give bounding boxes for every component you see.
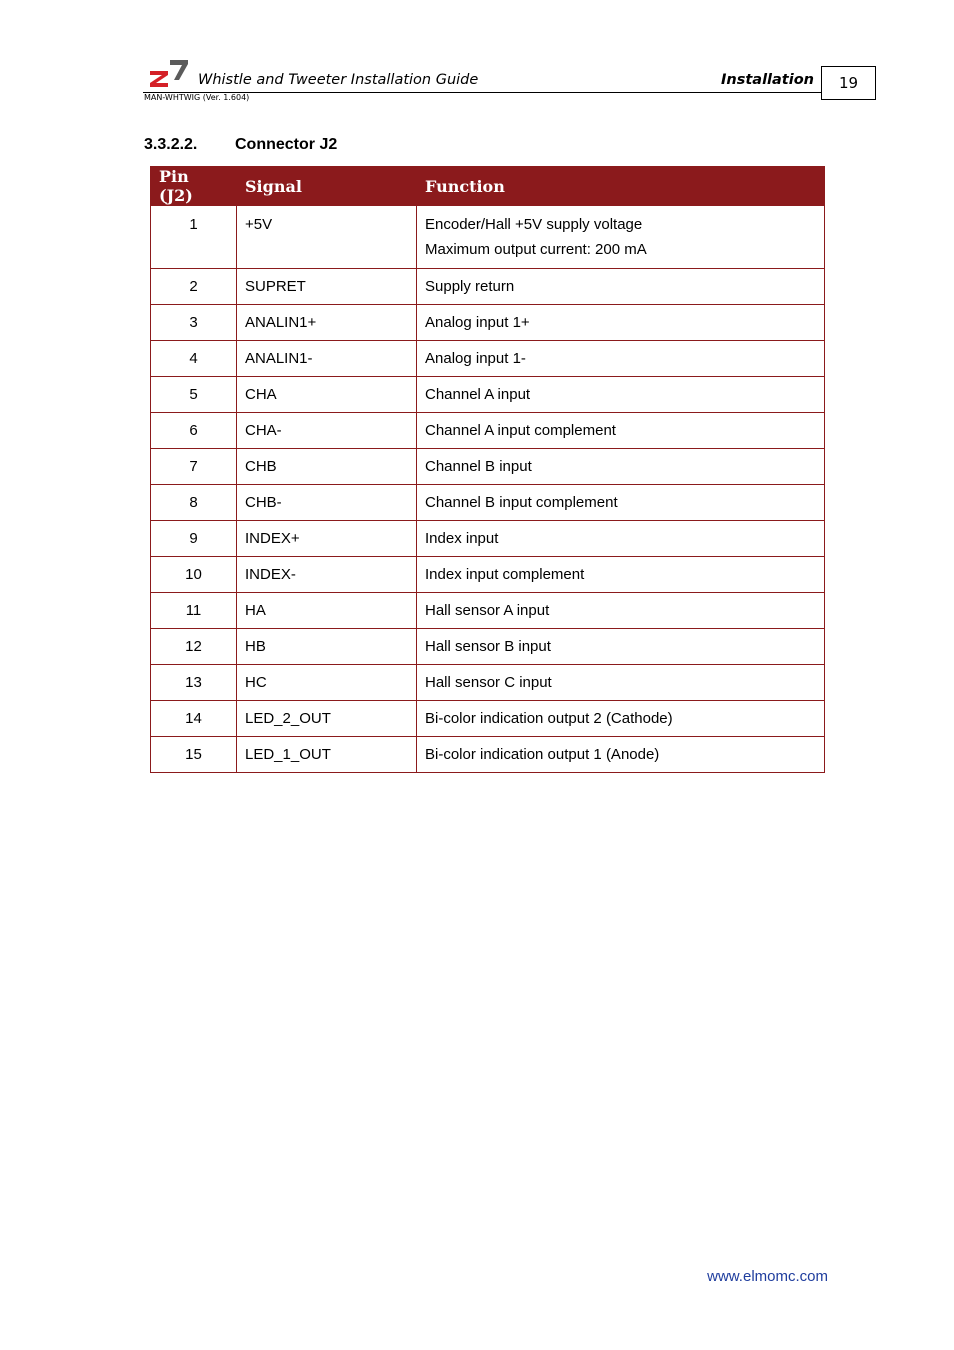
function-line: Encoder/Hall +5V supply voltage <box>425 216 643 233</box>
table-row <box>151 206 825 269</box>
table-row <box>151 593 825 629</box>
function-line: Hall sensor B input <box>425 638 551 655</box>
elmo-logo-icon <box>148 58 190 88</box>
footer-website-link[interactable]: www.elmomc.com <box>707 1268 828 1285</box>
function-line: Channel B input <box>425 458 532 475</box>
document-title: Whistle and Tweeter Installation Guide <box>198 72 479 88</box>
document-version: MAN-WHTWIG (Ver. 1.604) <box>144 93 250 102</box>
pin-cell: 7 <box>151 449 237 485</box>
pin-cell: 1 <box>151 206 237 269</box>
function-cell <box>417 485 825 521</box>
section-number: 3.3.2.2. <box>144 136 198 153</box>
signal-cell: CHA <box>237 377 417 413</box>
section-title: Connector J2 <box>235 136 338 153</box>
table-row <box>151 305 825 341</box>
function-line: Hall sensor A input <box>425 602 550 619</box>
column-header-function: Function <box>417 167 825 206</box>
function-line: Channel A input complement <box>425 422 616 439</box>
signal-cell: SUPRET <box>237 269 417 305</box>
table-row <box>151 449 825 485</box>
function-cell <box>417 341 825 377</box>
signal-cell: CHA- <box>237 413 417 449</box>
function-line: Hall sensor C input <box>425 674 552 691</box>
column-header-signal: Signal <box>237 167 417 206</box>
signal-cell: LED_1_OUT <box>237 737 417 773</box>
table-row <box>151 413 825 449</box>
function-line: Channel B input complement <box>425 494 618 511</box>
pin-cell: 15 <box>151 737 237 773</box>
signal-cell: HB <box>237 629 417 665</box>
page-number: 19 <box>821 66 876 100</box>
pin-cell: 4 <box>151 341 237 377</box>
function-cell <box>417 701 825 737</box>
pin-cell: 9 <box>151 521 237 557</box>
pin-cell: 10 <box>151 557 237 593</box>
section-heading <box>144 136 337 154</box>
function-cell <box>417 593 825 629</box>
table-body <box>151 206 825 773</box>
function-cell <box>417 206 825 269</box>
connector-j2-table <box>150 166 825 773</box>
table-row <box>151 269 825 305</box>
function-line: Bi-color indication output 1 (Anode) <box>425 746 660 763</box>
pin-cell: 12 <box>151 629 237 665</box>
table-row <box>151 701 825 737</box>
function-cell <box>417 377 825 413</box>
table-row <box>151 377 825 413</box>
signal-cell: +5V <box>237 206 417 269</box>
signal-cell: CHB <box>237 449 417 485</box>
function-line: Bi-color indication output 2 (Cathode) <box>425 710 673 727</box>
signal-cell: HA <box>237 593 417 629</box>
table-row <box>151 521 825 557</box>
signal-cell: INDEX+ <box>237 521 417 557</box>
function-cell <box>417 449 825 485</box>
function-line: Maximum output current: 200 mA <box>425 241 647 258</box>
pin-cell: 2 <box>151 269 237 305</box>
table-row <box>151 629 825 665</box>
pin-cell: 14 <box>151 701 237 737</box>
function-cell <box>417 413 825 449</box>
pin-cell: 5 <box>151 377 237 413</box>
column-header-pin: Pin (J2) <box>151 167 237 206</box>
pin-cell: 13 <box>151 665 237 701</box>
signal-cell: CHB- <box>237 485 417 521</box>
signal-cell: HC <box>237 665 417 701</box>
pin-cell: 8 <box>151 485 237 521</box>
function-cell <box>417 269 825 305</box>
table-row <box>151 737 825 773</box>
table-row <box>151 485 825 521</box>
function-cell <box>417 521 825 557</box>
function-line: Index input <box>425 530 499 547</box>
function-line: Supply return <box>425 278 515 295</box>
function-cell <box>417 305 825 341</box>
function-cell <box>417 665 825 701</box>
pin-cell: 3 <box>151 305 237 341</box>
function-cell <box>417 629 825 665</box>
function-line: Channel A input <box>425 386 531 403</box>
pin-cell: 11 <box>151 593 237 629</box>
table-row <box>151 557 825 593</box>
function-cell <box>417 557 825 593</box>
function-line: Analog input 1+ <box>425 314 530 331</box>
table-header-row <box>151 167 825 206</box>
table-row <box>151 341 825 377</box>
signal-cell: INDEX- <box>237 557 417 593</box>
pin-cell: 6 <box>151 413 237 449</box>
table-row <box>151 665 825 701</box>
header-section-name: Installation <box>721 72 814 88</box>
function-line: Analog input 1- <box>425 350 526 367</box>
signal-cell: ANALIN1+ <box>237 305 417 341</box>
function-cell <box>417 737 825 773</box>
signal-cell: ANALIN1- <box>237 341 417 377</box>
function-line: Index input complement <box>425 566 585 583</box>
signal-cell: LED_2_OUT <box>237 701 417 737</box>
